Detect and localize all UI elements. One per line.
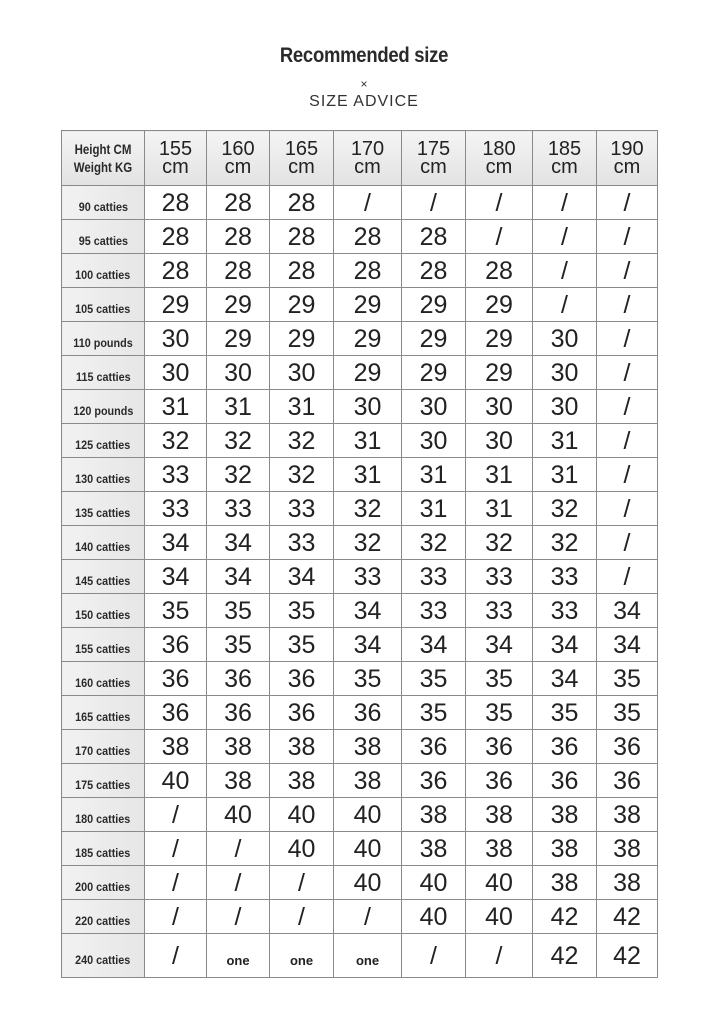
size-cell: / [466,934,533,978]
size-cell: / [597,424,658,458]
table-row [62,288,658,322]
size-cell: 29 [334,288,402,322]
size-cell: 33 [533,560,597,594]
weight-row-label: 180 catties [62,798,145,832]
size-cell: 30 [533,356,597,390]
size-cell: 29 [207,322,270,356]
size-cell: 32 [334,492,402,526]
height-column-header: 185 cm [533,131,597,186]
size-cell: 36 [597,764,658,798]
weight-row-label: 130 catties [62,458,145,492]
size-cell: 34 [334,594,402,628]
size-cell: / [466,186,533,220]
size-cell: 36 [145,696,207,730]
size-cell: / [145,866,207,900]
size-cell: 32 [270,458,334,492]
size-cell: 32 [402,526,466,560]
size-cell: 35 [597,662,658,696]
size-cell: 32 [334,526,402,560]
size-cell: 38 [207,764,270,798]
size-cell: 38 [270,764,334,798]
size-cell: 42 [597,934,658,978]
size-cell: 30 [466,390,533,424]
size-cell: 31 [207,390,270,424]
table-row [62,764,658,798]
size-cell: / [597,220,658,254]
size-cell: / [597,288,658,322]
size-cell: 36 [402,730,466,764]
size-cell: / [207,900,270,934]
size-cell: 28 [270,220,334,254]
table-row [62,220,658,254]
size-cell: 35 [402,662,466,696]
size-cell: / [145,832,207,866]
table-row [62,934,658,978]
size-cell: 30 [402,390,466,424]
size-cell: 38 [533,866,597,900]
divider-cross: × [360,77,368,91]
size-cell: 35 [270,628,334,662]
size-cell: 29 [145,288,207,322]
header-row [62,131,658,186]
size-cell: 34 [597,594,658,628]
size-cell: 31 [402,458,466,492]
weight-row-label: 240 catties [62,934,145,978]
size-cell: 40 [270,798,334,832]
size-cell: 33 [145,458,207,492]
weight-row-label: 110 pounds [62,322,145,356]
size-cell: 33 [334,560,402,594]
size-cell: 31 [334,424,402,458]
size-cell: 33 [466,594,533,628]
table-row [62,900,658,934]
table-row [62,798,658,832]
size-cell: 33 [207,492,270,526]
table-row [62,390,658,424]
size-cell: 32 [145,424,207,458]
size-cell: 29 [207,288,270,322]
size-table [61,130,658,978]
size-cell: 38 [597,832,658,866]
table-row [62,560,658,594]
size-cell: 31 [270,390,334,424]
size-cell: 35 [207,594,270,628]
size-cell: / [597,458,658,492]
size-cell: 31 [533,424,597,458]
size-cell: 34 [402,628,466,662]
size-cell: 28 [207,186,270,220]
size-cell: 29 [402,322,466,356]
size-cell: 29 [466,356,533,390]
size-cell: 36 [597,730,658,764]
size-cell: / [597,390,658,424]
weight-row-label: 120 pounds [62,390,145,424]
size-cell: 34 [207,526,270,560]
size-cell: 30 [402,424,466,458]
size-cell: / [597,560,658,594]
size-cell: 30 [533,322,597,356]
weight-row-label: 90 catties [62,186,145,220]
size-cell: 32 [533,526,597,560]
size-cell: 33 [270,526,334,560]
size-cell: 36 [334,696,402,730]
size-cell: 30 [533,390,597,424]
weight-header-label: Weight KG [73,159,133,175]
height-column-header: 155 cm [145,131,207,186]
size-cell: / [533,186,597,220]
height-column-header: 190 cm [597,131,658,186]
size-cell: 40 [334,866,402,900]
size-cell: 36 [207,696,270,730]
table-row [62,832,658,866]
size-cell: 31 [145,390,207,424]
table-row [62,730,658,764]
size-cell: 30 [334,390,402,424]
size-cell: / [270,866,334,900]
weight-row-label: 115 catties [62,356,145,390]
size-cell: / [145,934,207,978]
size-cell: 40 [334,798,402,832]
size-cell: 36 [402,764,466,798]
size-cell: 42 [597,900,658,934]
size-cell: 36 [466,764,533,798]
size-cell: 28 [145,254,207,288]
size-cell: / [597,356,658,390]
table-row [62,186,658,220]
size-cell: 38 [466,798,533,832]
page-subtitle: SIZE ADVICE [309,93,419,110]
size-cell: 38 [466,832,533,866]
weight-row-label: 140 catties [62,526,145,560]
size-cell: 28 [334,220,402,254]
table-row [62,458,658,492]
size-cell: 36 [533,764,597,798]
table-row [62,356,658,390]
table-row [62,424,658,458]
size-cell: 29 [466,288,533,322]
size-cell: 38 [597,798,658,832]
size-cell: one [207,934,270,978]
size-cell: 31 [533,458,597,492]
size-cell: 34 [597,628,658,662]
height-column-header: 165 cm [270,131,334,186]
size-cell: 34 [207,560,270,594]
weight-row-label: 95 catties [62,220,145,254]
size-cell: 38 [334,764,402,798]
size-cell: 34 [533,628,597,662]
size-cell: 30 [145,322,207,356]
size-cell: 42 [533,900,597,934]
size-cell: / [533,220,597,254]
table-row [62,662,658,696]
size-cell: 36 [207,662,270,696]
table-row [62,628,658,662]
size-cell: 40 [402,900,466,934]
weight-row-label: 170 catties [62,730,145,764]
size-cell: 40 [402,866,466,900]
height-column-header: 175 cm [402,131,466,186]
size-cell: / [334,900,402,934]
size-cell: 38 [207,730,270,764]
size-cell: / [145,900,207,934]
table-row [62,492,658,526]
size-cell: 34 [145,560,207,594]
size-cell: 28 [402,220,466,254]
size-cell: one [270,934,334,978]
size-cell: 29 [402,356,466,390]
size-cell: 35 [597,696,658,730]
size-cell: one [334,934,402,978]
size-cell: 32 [466,526,533,560]
size-cell: 33 [145,492,207,526]
size-cell: / [207,832,270,866]
size-cell: 40 [145,764,207,798]
size-cell: / [145,798,207,832]
size-cell: 33 [466,560,533,594]
size-cell: 28 [334,254,402,288]
weight-row-label: 165 catties [62,696,145,730]
size-cell: 36 [145,662,207,696]
height-column-header: 160 cm [207,131,270,186]
size-cell: 34 [334,628,402,662]
size-cell: 35 [533,696,597,730]
size-cell: 34 [466,628,533,662]
size-cell: 36 [270,696,334,730]
size-cell: 34 [533,662,597,696]
weight-row-label: 155 catties [62,628,145,662]
table-row [62,696,658,730]
size-cell: / [597,322,658,356]
size-cell: / [533,254,597,288]
weight-row-label: 160 catties [62,662,145,696]
size-cell: / [597,526,658,560]
table-row [62,322,658,356]
page-title: Recommended size [279,44,449,67]
size-cell: 32 [533,492,597,526]
size-cell: 34 [145,526,207,560]
size-cell: / [597,254,658,288]
size-cell: 40 [466,900,533,934]
size-cell: 33 [270,492,334,526]
size-cell: 28 [207,254,270,288]
size-cell: 36 [145,628,207,662]
size-cell: 28 [145,186,207,220]
size-cell: 38 [145,730,207,764]
size-cell: 30 [270,356,334,390]
weight-row-label: 175 catties [62,764,145,798]
size-cell: 33 [533,594,597,628]
size-cell: 38 [402,798,466,832]
table-row [62,254,658,288]
size-cell: 33 [402,560,466,594]
size-cell: / [533,288,597,322]
size-cell: 32 [270,424,334,458]
size-cell: / [597,492,658,526]
size-cell: 38 [533,832,597,866]
size-cell: / [402,934,466,978]
weight-row-label: 220 catties [62,900,145,934]
weight-row-label: 185 catties [62,832,145,866]
size-cell: 36 [533,730,597,764]
size-cell: 38 [402,832,466,866]
size-cell: 28 [270,254,334,288]
size-cell: 40 [270,832,334,866]
weight-row-label: 135 catties [62,492,145,526]
size-cell: 28 [207,220,270,254]
weight-row-label: 100 catties [62,254,145,288]
size-cell: 38 [334,730,402,764]
size-cell: 31 [402,492,466,526]
size-cell: 40 [334,832,402,866]
table-row [62,594,658,628]
size-cell: 40 [466,866,533,900]
size-cell: 38 [533,798,597,832]
size-cell: 29 [334,322,402,356]
size-cell: 40 [207,798,270,832]
height-column-header: 170 cm [334,131,402,186]
size-cell: 28 [466,254,533,288]
height-header-label: Height CM [74,141,132,157]
size-cell: 42 [533,934,597,978]
size-cell: / [207,866,270,900]
size-cell: 35 [334,662,402,696]
size-cell: 30 [145,356,207,390]
size-cell: 32 [207,458,270,492]
size-cell: 35 [402,696,466,730]
size-cell: 32 [207,424,270,458]
size-cell: 35 [145,594,207,628]
size-cell: / [334,186,402,220]
size-cell: 30 [207,356,270,390]
size-cell: / [466,220,533,254]
size-cell: / [597,186,658,220]
size-cell: 31 [466,492,533,526]
size-cell: 33 [402,594,466,628]
weight-row-label: 125 catties [62,424,145,458]
size-cell: 35 [207,628,270,662]
height-column-header: 180 cm [466,131,533,186]
table-row [62,866,658,900]
size-cell: / [270,900,334,934]
size-cell: 36 [270,662,334,696]
size-cell: 29 [270,288,334,322]
weight-row-label: 150 catties [62,594,145,628]
weight-row-label: 200 catties [62,866,145,900]
table-row [62,526,658,560]
size-cell: 38 [597,866,658,900]
size-cell: 38 [270,730,334,764]
size-cell: 34 [270,560,334,594]
size-cell: 30 [466,424,533,458]
size-cell: 35 [466,696,533,730]
size-cell: 29 [466,322,533,356]
size-cell: 29 [334,356,402,390]
corner-header [62,131,145,186]
size-cell: 31 [466,458,533,492]
size-cell: 31 [334,458,402,492]
weight-row-label: 145 catties [62,560,145,594]
size-cell: 28 [145,220,207,254]
size-cell: 28 [402,254,466,288]
size-cell: 29 [402,288,466,322]
size-cell: / [402,186,466,220]
size-cell: 28 [270,186,334,220]
size-cell: 29 [270,322,334,356]
weight-row-label: 105 catties [62,288,145,322]
size-cell: 35 [270,594,334,628]
size-cell: 36 [466,730,533,764]
size-cell: 35 [466,662,533,696]
table-body [62,186,658,978]
